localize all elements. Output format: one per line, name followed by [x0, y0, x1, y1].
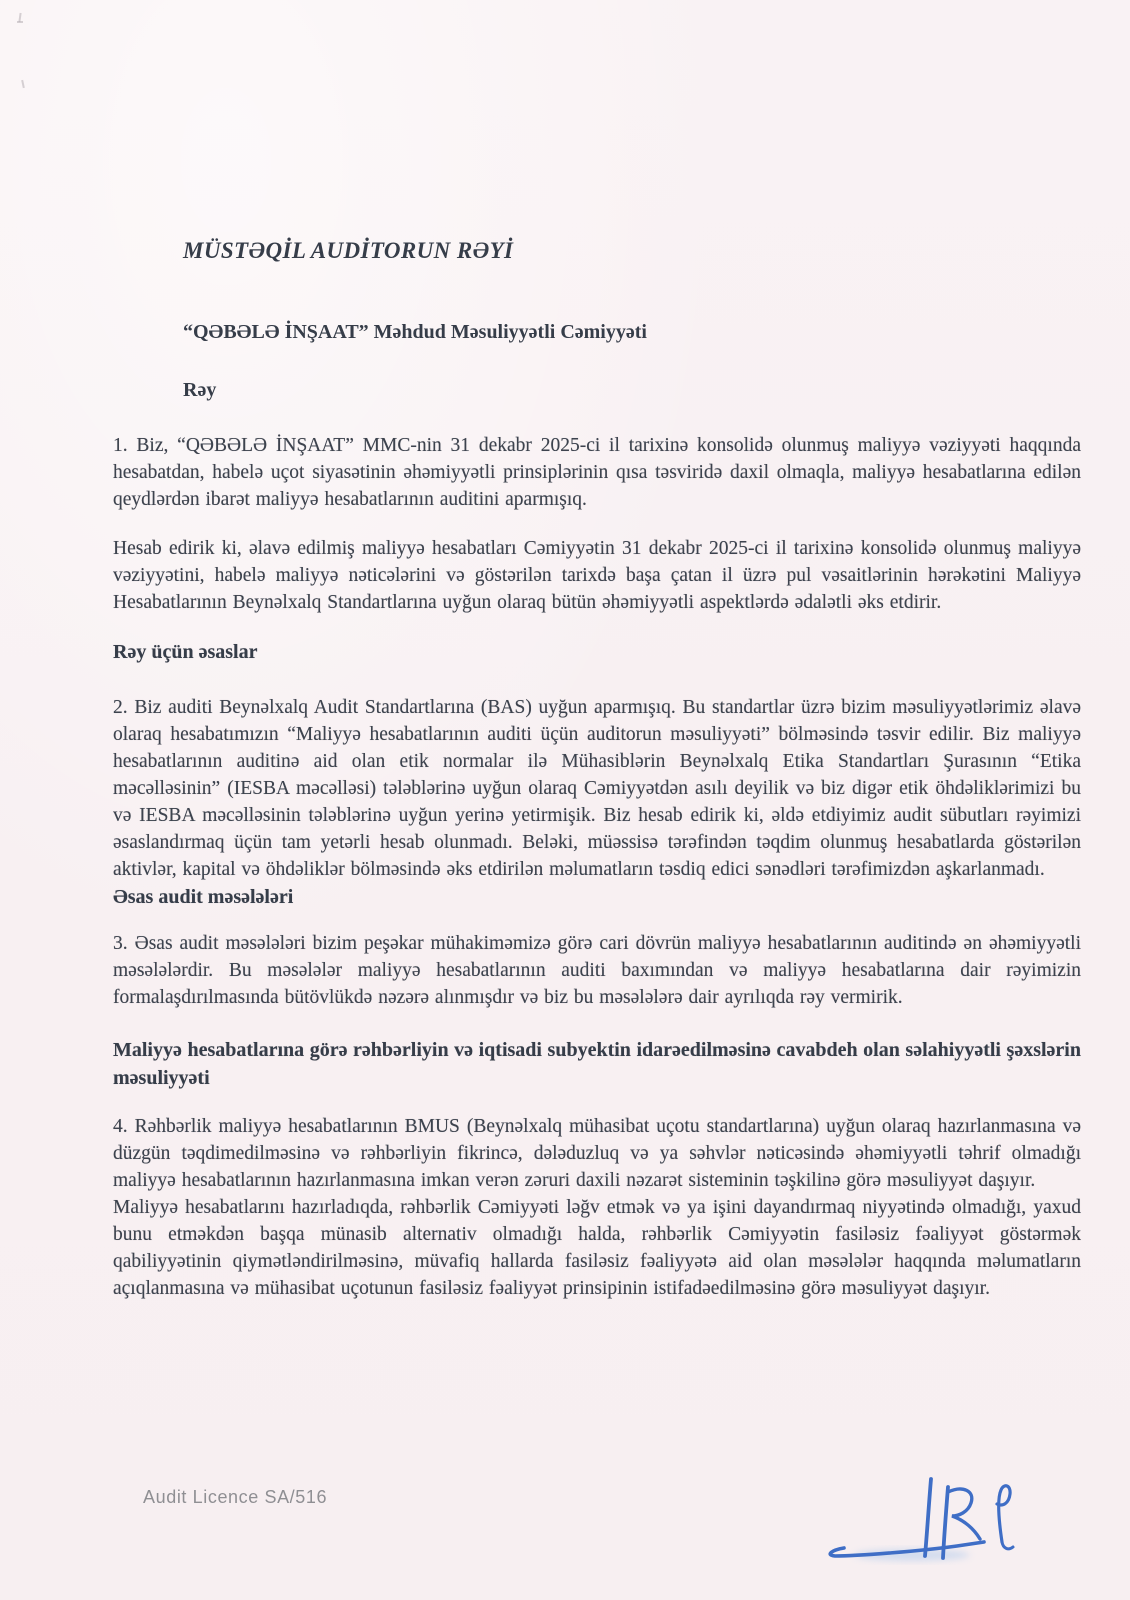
company-heading: “QƏBƏLƏ İNŞAAT” Məhdud Məsuliyyətli Cəmiyyəti: [183, 321, 647, 343]
signature-handwritten-icon: [812, 1452, 1037, 1577]
scan-artifact: [21, 80, 25, 88]
paragraph-management-responsibility: 4. Rəhbərlik maliyyə hesabatlarının BMUS (Beynəlxalq mühasibat uçotu standartlarına) uyğun olaraq hazırlanmasına və düzgün təqdimedilməsinə və rəhbərliyin fikrincə, dələduzluq və ya səhvlər nəticəsində əhəmiyyətli təhrif olmadığı maliyyə hesabatlarının hazırlanmasına imkan verən zəruri daxili nəzarət sisteminin təşkilinə görə məsuliyyət daşıyır.: [113, 1116, 1081, 1191]
paragraph-basis-for-opinion: 2. Biz auditi Beynəlxalq Audit Standartlarına (BAS) uyğun aparmışıq. Bu standartlar üzrə bizim məsuliyyətlərimiz əlavə olaraq hesabatımızın “Maliyyə hesabatlarının auditi üçün auditorun məsuliyyəti” bölməsində təsvir edilir. Biz maliyyə hesabatlarının auditinə aid olan etik normalar ilə Mühasiblərin Beynəlxalq Etika Standartları Şurasının “Etika məcəlləsinin” (IESBA məcəlləsi) tələblərinə uyğun olaraq Cəmiyyətdən asılı deyilik və biz digər etik öhdəliklərimizi bu və IESBA məcəlləsinin tələblərinə uyğun yerinə yetirmişik. Biz hesab edirik ki, əldə etdiyimiz audit sübutları rəyimizi əsaslandırmaq üçün tam yetərli hesab olunmadı. Beləki, müəssisə tərəfindən təqdim olunmuş hesabatlarda göstərilən aktivlər, kapital və öhdəliklər bölməsində əks etdirilən məlumatların təsdiq edici sənədləri tərəfimizdən aşkarlanmadı.: [113, 697, 1081, 880]
key-audit-matters-heading: Əsas audit məsələləri: [113, 886, 294, 908]
paragraph-key-audit-matters: 3. Əsas audit məsələləri bizim peşəkar mühakiməmizə görə cari dövrün maliyyə hesabatlarının auditində ən əhəmiyyətli məsələlərdir. Bu məsələlər maliyyə hesabatlarının auditi baxımından və maliyyə hesabatlarına dair rəyimizin formalaşdırılmasında bütövlükdə nəzərə alınmışdır və biz bu məsələlərə dair ayrılıqda rəy vermirik.: [113, 933, 1081, 1008]
paragraph-going-concern-responsibility: Maliyyə hesabatlarını hazırladıqda, rəhbərlik Cəmiyyəti ləğv etmək və ya işini dayandırmaq niyyətində olmadığı, yaxud bunu etməkdən başqa münasib alternativ olmadığı halda, rəhbərlik Cəmiyyətin fasiləsiz fəaliyyət göstərmək qabiliyyətinin qiymətləndirilməsinə, müvafiq hallarda fasiləsiz fəaliyyətə aid olan məsələlər haqqında məlumatların açıqlanmasına və mühasibat uçotunun fasiləsiz fəaliyyət prinsipinin istifadəedilməsinə görə məsuliyyət daşıyır.: [113, 1197, 1081, 1299]
scan-artifact: [17, 21, 23, 23]
paragraph-opinion-statement: Hesab edirik ki, əlavə edilmiş maliyyə hesabatları Cəmiyyətin 31 dekabr 2025-ci il tarixinə konsolidə olunmuş maliyyə vəziyyətini, habelə maliyyə nəticələrini və göstərilən tarixdə başa çatan il üzrə pul vəsaitlərinin hərəkətini Maliyyə Hesabatlarının Beynəlxalq Standartlarına uyğun olaraq bütün əhəmiyyətli aspektlərdə ədalətli əks etdirir.: [113, 538, 1081, 613]
basis-for-opinion-heading: Rəy üçün əsaslar: [113, 641, 258, 663]
report-title: MÜSTƏQİL AUDİTORUN RƏYİ: [183, 238, 514, 263]
audit-licence-note: Audit Licence SA/516: [143, 1487, 328, 1507]
paragraph-audit-scope: 1. Biz, “QƏBƏLƏ İNŞAAT” MMC-nin 31 dekabr 2025-ci il tarixinə konsolidə olunmuş maliyyə vəziyyəti haqqında hesabatdan, habelə uçot siyasətinin əhəmiyyətli prinsiplərinin qısa təsviridə daxil olmaqla, maliyyə hesabatlarına edilən qeydlərdən ibarət maliyyə hesabatlarının auditini aparmışıq.: [113, 435, 1081, 510]
report-body: [113, 0, 1081, 1302]
opinion-heading: Rəy: [183, 379, 217, 401]
management-responsibility-heading: Maliyyə hesabatlarına görə rəhbərliyin və iqtisadi subyektin idarəedilməsinə cavabdeh olan səlahiyyətli şəxslərin məsuliyyəti: [113, 1039, 1081, 1089]
